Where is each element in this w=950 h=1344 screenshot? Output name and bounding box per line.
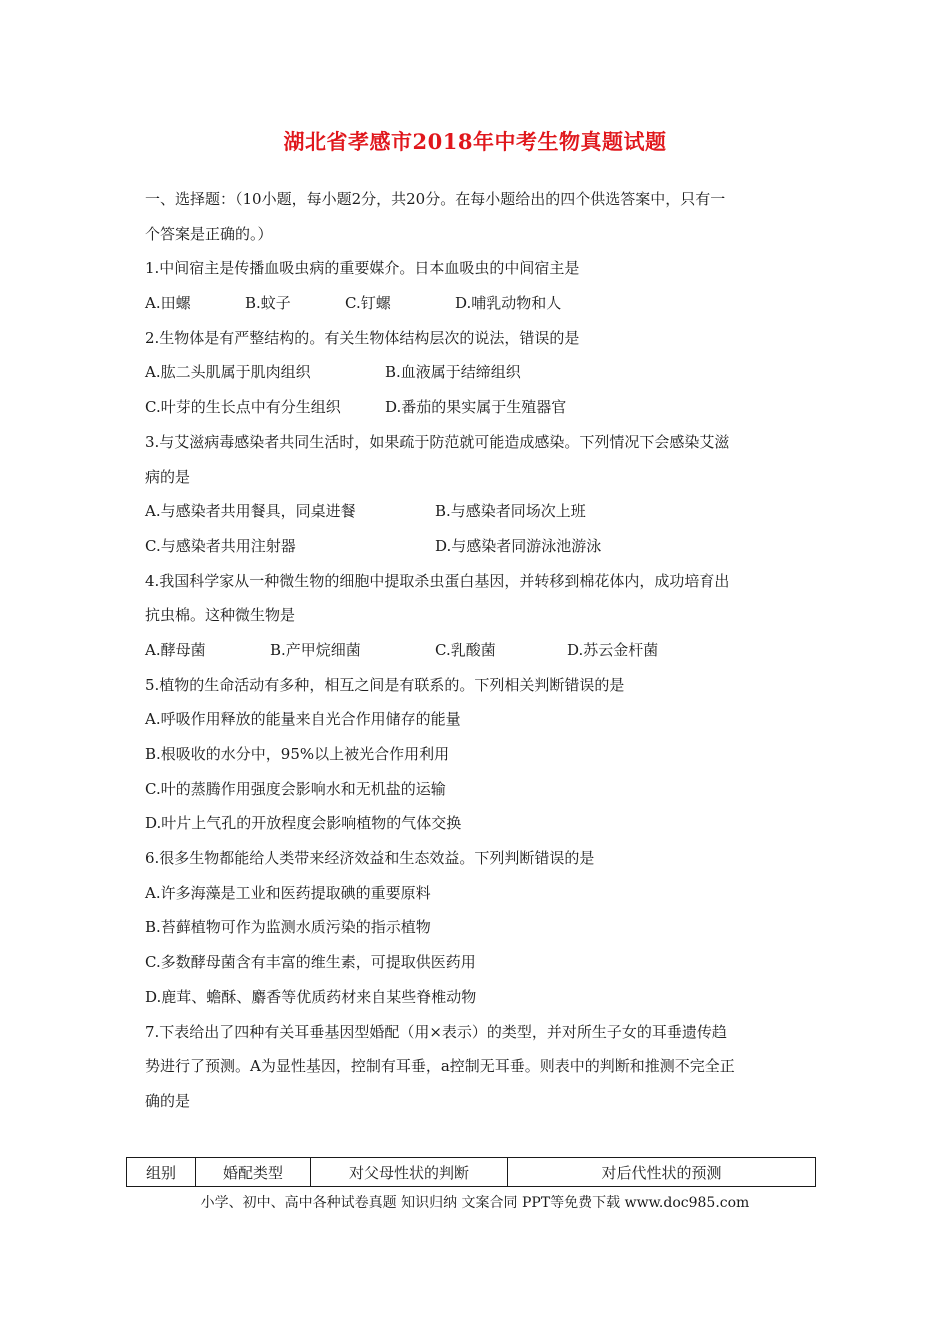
section-instructions-line-1: 一、选择题：（10小题，每小题2分，共20分。在每小题给出的四个供选答案中，只有一 xyxy=(145,190,726,208)
table-header-offspring-trait: 对后代性状的预测 xyxy=(508,1158,816,1187)
question-2-option-c: C.叶芽的生长点中有分生组织 xyxy=(145,398,341,417)
page-title: 湖北省孝感市2018年中考生物真题试题 xyxy=(283,129,667,154)
question-6-option-b: B.苔藓植物可作为监测水质污染的指示植物 xyxy=(145,918,431,937)
question-6-option-a: A.许多海藻是工业和医药提取碘的重要原料 xyxy=(145,883,431,902)
question-1-option-d: D.哺乳动物和人 xyxy=(455,294,562,313)
question-4-option-d: D.苏云金杆菌 xyxy=(567,640,659,659)
question-4-option-c: C.乳酸菌 xyxy=(435,640,496,659)
question-2-option-b: B.血液属于结缔组织 xyxy=(385,363,521,382)
question-4-stem-line-2: 抗虫棉。这种微生物是 xyxy=(145,606,296,625)
question-3-option-a: A.与感染者共用餐具，同桌进餐 xyxy=(145,502,356,521)
question-1-stem: 1.中间宿主是传播血吸虫病的重要媒介。日本血吸虫的中间宿主是 xyxy=(145,259,580,278)
question-body xyxy=(145,182,815,1119)
question-4-stem-line-1: 4.我国科学家从一种微生物的细胞中提取杀虫蛋白基因，并转移到棉花体内，成功培育出 xyxy=(145,571,730,590)
question-1-option-b: B.蚊子 xyxy=(245,294,291,313)
question-3-stem-line-1: 3.与艾滋病毒感染者共同生活时，如果疏于防范就可能造成感染。下列情况下会感染艾滋 xyxy=(145,432,730,451)
question-5-option-c: C.叶的蒸腾作用强度会影响水和无机盐的运输 xyxy=(145,779,446,798)
question-3-options-row-2 xyxy=(145,529,815,564)
question-2-option-a: A.肱二头肌属于肌肉组织 xyxy=(145,363,311,382)
question-3-option-b: B.与感染者同场次上班 xyxy=(435,502,586,521)
table-header-marriage-type: 婚配类型 xyxy=(196,1158,311,1187)
genotype-table xyxy=(126,1157,816,1187)
question-6-option-d: D.鹿茸、蟾酥、麝香等优质药材来自某些脊椎动物 xyxy=(145,987,477,1006)
question-4-option-b: B.产甲烷细菌 xyxy=(270,640,361,659)
question-7-stem-line-3: 确的是 xyxy=(145,1091,191,1110)
question-7-stem-line-2: 势进行了预测。A为显性基因，控制有耳垂，a控制无耳垂。则表中的判断和推测不完全正 xyxy=(145,1057,735,1076)
question-2-stem: 2.生物体是有严整结构的。有关生物体结构层次的说法，错误的是 xyxy=(145,328,580,347)
question-3-option-d: D.与感染者同游泳池游泳 xyxy=(435,536,602,555)
question-5-option-d: D.叶片上气孔的开放程度会影响植物的气体交换 xyxy=(145,814,462,833)
question-2-option-d: D.番茄的果实属于生殖器官 xyxy=(385,398,567,417)
question-2-options-row-1 xyxy=(145,355,815,390)
table-header-group: 组别 xyxy=(127,1158,196,1187)
question-4-option-a: A.酵母菌 xyxy=(145,640,206,659)
question-6-stem: 6.很多生物都能给人类带来经济效益和生态效益。下列判断错误的是 xyxy=(145,849,595,868)
question-1-option-a: A.田螺 xyxy=(145,294,191,313)
question-3-options-row-1 xyxy=(145,494,815,529)
question-6-option-c: C.多数酵母菌含有丰富的维生素，可提取供医药用 xyxy=(145,953,476,972)
question-5-option-a: A.呼吸作用释放的能量来自光合作用储存的能量 xyxy=(145,710,461,729)
table-header-parent-trait: 对父母性状的判断 xyxy=(311,1158,508,1187)
question-3-stem-line-2: 病的是 xyxy=(145,467,191,486)
question-3-option-c: C.与感染者共用注射器 xyxy=(145,536,296,555)
question-5-stem: 5.植物的生命活动有多种，相互之间是有联系的。下列相关判断错误的是 xyxy=(145,675,625,694)
question-4-options xyxy=(145,633,815,668)
footer-banner: 小学、初中、高中各种试卷真题 知识归纳 文案合同 PPT等免费下载 www.doc985.com xyxy=(200,1195,750,1211)
section-instructions-line-2: 个答案是正确的。） xyxy=(145,224,273,243)
question-1-option-c: C.钉螺 xyxy=(345,294,391,313)
question-2-options-row-2 xyxy=(145,390,815,425)
question-7-stem-line-1: 7.下表给出了四种有关耳垂基因型婚配（用×表示）的类型，并对所生子女的耳垂遗传趋 xyxy=(145,1022,727,1041)
question-1-options xyxy=(145,286,815,321)
table-header-row xyxy=(127,1158,816,1187)
question-5-option-b: B.根吸收的水分中，95%以上被光合作用利用 xyxy=(145,745,450,763)
